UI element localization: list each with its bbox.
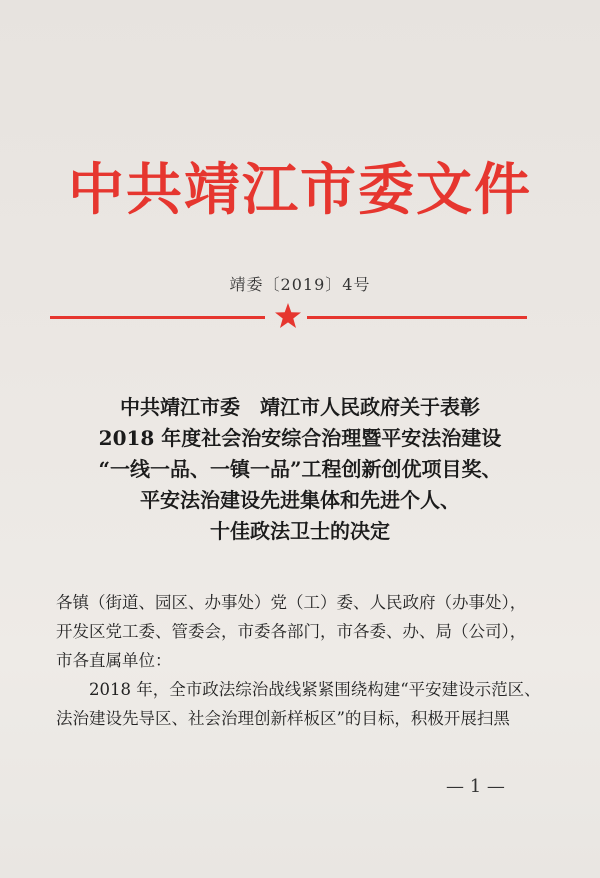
title-line: 2018 年度社会治安综合治理暨平安法治建设 [98, 426, 502, 450]
recipients-line: 开发区党工委、管委会，市委各部门，市各委、办、局（公司）， [56, 622, 527, 641]
document-title [0, 392, 600, 547]
red-divider-right [307, 316, 527, 319]
page-number: — 1 — [446, 776, 505, 797]
title-line: “一线一品、一镇一品”工程创新创优项目奖、 [98, 457, 502, 481]
document-number: 靖委〔2019〕4号 [229, 275, 371, 294]
recipients-line: 各镇（街道、园区、办事处）党（工）委、人民政府（办事处）， [56, 593, 527, 612]
title-line: 十佳政法卫士的决定 [210, 519, 390, 543]
document-body [56, 588, 556, 733]
paragraph-line: 法治建设先导区、社会治理创新样板区”的目标，积极开展扫黑 [56, 709, 510, 728]
paragraph-line: 2018 年，全市政法综治战线紧紧围绕构建“平安建设示范区、 [89, 680, 541, 699]
red-divider-left [50, 316, 265, 319]
star-icon [274, 302, 302, 330]
title-line: 中共靖江市委 靖江市人民政府关于表彰 [120, 395, 480, 419]
recipients-line: 市各直属单位： [56, 651, 172, 670]
masthead-title: 中共靖江市委文件 [68, 157, 532, 223]
title-line: 平安法治建设先进集体和先进个人、 [140, 488, 460, 512]
